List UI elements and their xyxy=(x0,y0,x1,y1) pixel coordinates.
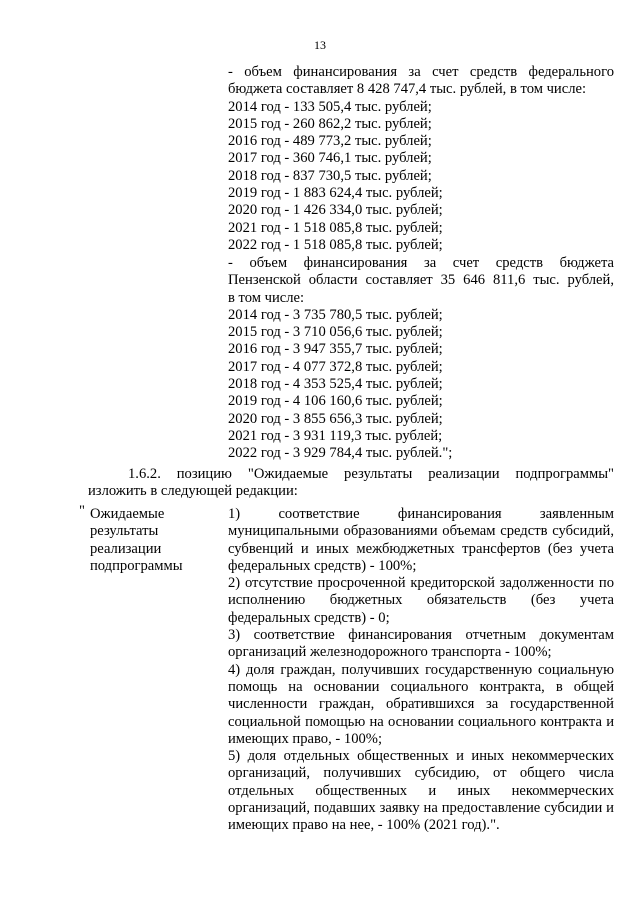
federal-year-line: 2014 год - 133 505,4 тыс. рублей; xyxy=(228,98,432,115)
regional-year-line: 2020 год - 3 855 656,3 тыс. рублей; xyxy=(228,410,443,427)
federal-year-line: 2018 год - 837 730,5 тыс. рублей; xyxy=(228,167,432,184)
left-cell-line: результаты xyxy=(90,523,159,540)
table-left-cell xyxy=(90,506,220,575)
page-number: 13 xyxy=(314,38,326,52)
federal-year-line: 2019 год - 1 883 624,4 тыс. рублей; xyxy=(228,185,443,202)
federal-year-line: 2021 год - 1 518 085,8 тыс. рублей; xyxy=(228,219,443,236)
table-right-cell xyxy=(228,506,614,835)
regional-year-line: 2014 год - 3 735 780,5 тыс. рублей; xyxy=(228,306,443,323)
result-item: 2) отсутствие просроченной кредиторской задолженности по исполнению бюджетных обязательств (без учета федеральных средств) - 0; xyxy=(228,575,614,626)
federal-year-line: 2017 год - 360 746,1 тыс. рублей; xyxy=(228,150,432,167)
regional-year-line: 2019 год - 4 106 160,6 тыс. рублей; xyxy=(228,393,443,410)
regional-year-line: 2021 год - 3 931 119,3 тыс. рублей; xyxy=(228,427,443,444)
result-item: 3) соответствие финансирования отчетным документам организаций железнодорожного транспорта - 100%; xyxy=(228,627,614,661)
federal-year-line: 2020 год - 1 426 334,0 тыс. рублей; xyxy=(228,202,443,219)
opening-quote: " xyxy=(79,503,85,519)
section-1-6-2-line-1: 1.6.2. позицию "Ожидаемые результаты реализации подпрограммы" xyxy=(128,466,614,482)
federal-intro-line-2: бюджета составляет 8 428 747,4 тыс. рублей, в том числе: xyxy=(228,81,587,98)
regional-intro-line-2: Пензенской области составляет 35 646 811,6 тыс. рублей, xyxy=(228,272,614,289)
regional-intro-line-1: - объем финансирования за счет средств бюджета xyxy=(228,255,614,271)
result-item: 5) доля отдельных общественных и иных некоммерческих организаций, получивших субсидию, от общего числа отдельных общественных и иных некоммерческих организаций, подавших заявку на предоставление субсидии и имеющих право на нее, - 100% (2021 год).". xyxy=(228,748,614,834)
federal-intro-line-1: - объем финансирования за счет средств федерального xyxy=(228,64,614,80)
left-cell-line: реализации xyxy=(90,540,162,557)
federal-funding-block xyxy=(228,64,614,254)
result-item: 4) доля граждан, получивших государственную социальную помощь на основании социального контракта, в общей численности граждан, обратившихся за государственной социальной помощью на основании социального контракта и имеющих право, - 100%; xyxy=(228,661,614,747)
regional-year-line: 2017 год - 4 077 372,8 тыс. рублей; xyxy=(228,358,443,375)
regional-year-line: 2015 год - 3 710 056,6 тыс. рублей; xyxy=(228,324,443,341)
federal-year-line: 2016 год - 489 773,2 тыс. рублей; xyxy=(228,133,432,150)
regional-funding-block xyxy=(228,255,614,463)
federal-year-line: 2015 год - 260 862,2 тыс. рублей; xyxy=(228,115,432,132)
left-cell-line: Ожидаемые xyxy=(90,506,165,522)
regional-year-line: 2016 год - 3 947 355,7 тыс. рублей; xyxy=(228,341,443,358)
regional-intro-line-3: в том числе: xyxy=(228,289,305,306)
regional-year-line: 2022 год - 3 929 784,4 тыс. рублей."; xyxy=(228,445,453,462)
federal-year-line: 2022 год - 1 518 085,8 тыс. рублей; xyxy=(228,236,443,253)
section-1-6-2 xyxy=(88,466,614,501)
left-cell-line: подпрограммы xyxy=(90,557,183,574)
regional-year-line: 2018 год - 4 353 525,4 тыс. рублей; xyxy=(228,376,443,393)
section-1-6-2-line-2: изложить в следующей редакции: xyxy=(88,483,298,500)
result-item: 1) соответствие финансирования заявленным муниципальными образованиями объемам средств субсидий, субвенций и иных межбюджетных трансфертов (без учета федеральных средств) - 100%; xyxy=(228,506,614,574)
